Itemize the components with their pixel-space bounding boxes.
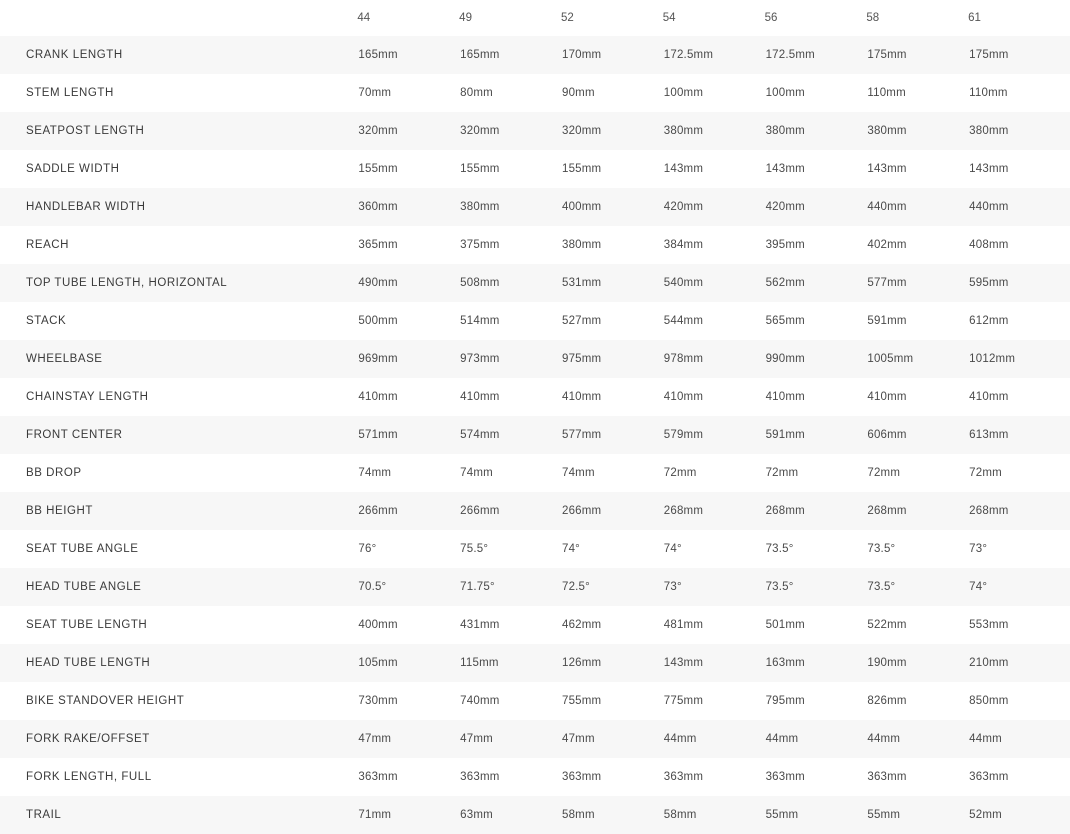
table-cell: 562mm (765, 264, 867, 302)
table-cell: 72.5° (561, 568, 663, 606)
row-label: BB HEIGHT (0, 492, 357, 530)
row-label: SEAT TUBE ANGLE (0, 530, 357, 568)
table-cell: 115mm (459, 644, 561, 682)
table-cell: 143mm (968, 150, 1070, 188)
table-cell: 363mm (357, 758, 459, 796)
table-cell: 52mm (968, 796, 1070, 834)
table-cell: 163mm (765, 644, 867, 682)
table-cell: 978mm (663, 340, 765, 378)
table-cell: 481mm (663, 606, 765, 644)
table-cell: 850mm (968, 682, 1070, 720)
row-label: FORK LENGTH, FULL (0, 758, 357, 796)
table-cell: 363mm (765, 758, 867, 796)
table-cell: 579mm (663, 416, 765, 454)
table-cell: 63mm (459, 796, 561, 834)
table-cell: 110mm (968, 74, 1070, 112)
header-size-cell: 52 (561, 0, 663, 36)
row-label: TRAIL (0, 796, 357, 834)
table-cell: 410mm (968, 378, 1070, 416)
table-cell: 143mm (663, 150, 765, 188)
table-cell: 363mm (459, 758, 561, 796)
table-cell: 155mm (357, 150, 459, 188)
table-cell: 175mm (968, 36, 1070, 74)
table-cell: 47mm (561, 720, 663, 758)
table-cell: 410mm (866, 378, 968, 416)
table-cell: 268mm (968, 492, 1070, 530)
table-cell: 775mm (663, 682, 765, 720)
table-cell: 440mm (866, 188, 968, 226)
table-cell: 143mm (663, 644, 765, 682)
table-cell: 74° (663, 530, 765, 568)
table-cell: 755mm (561, 682, 663, 720)
row-label: FORK RAKE/OFFSET (0, 720, 357, 758)
table-cell: 55mm (866, 796, 968, 834)
table-cell: 268mm (663, 492, 765, 530)
table-cell: 1005mm (866, 340, 968, 378)
table-cell: 400mm (357, 606, 459, 644)
table-cell: 553mm (968, 606, 1070, 644)
table-cell: 380mm (866, 112, 968, 150)
row-label: SEAT TUBE LENGTH (0, 606, 357, 644)
table-cell: 380mm (459, 188, 561, 226)
table-cell: 514mm (459, 302, 561, 340)
table-row (0, 302, 1070, 340)
table-cell: 143mm (765, 150, 867, 188)
table-cell: 143mm (866, 150, 968, 188)
table-cell: 73° (968, 530, 1070, 568)
table-cell: 420mm (765, 188, 867, 226)
table-cell: 591mm (765, 416, 867, 454)
table-row (0, 758, 1070, 796)
table-cell: 490mm (357, 264, 459, 302)
table-cell: 990mm (765, 340, 867, 378)
table-cell: 740mm (459, 682, 561, 720)
table-cell: 360mm (357, 188, 459, 226)
table-cell: 440mm (968, 188, 1070, 226)
table-cell: 47mm (357, 720, 459, 758)
table-cell: 155mm (561, 150, 663, 188)
table-cell: 80mm (459, 74, 561, 112)
table-cell: 522mm (866, 606, 968, 644)
table-cell: 73.5° (866, 530, 968, 568)
table-row (0, 378, 1070, 416)
table-cell: 612mm (968, 302, 1070, 340)
table-cell: 268mm (866, 492, 968, 530)
table-row (0, 796, 1070, 834)
table-cell: 71mm (357, 796, 459, 834)
row-label: FRONT CENTER (0, 416, 357, 454)
table-cell: 100mm (663, 74, 765, 112)
table-body (0, 36, 1070, 834)
table-cell: 363mm (866, 758, 968, 796)
table-cell: 100mm (765, 74, 867, 112)
table-cell: 74° (561, 530, 663, 568)
row-label: REACH (0, 226, 357, 264)
table-row (0, 340, 1070, 378)
row-label: TOP TUBE LENGTH, HORIZONTAL (0, 264, 357, 302)
row-label: STACK (0, 302, 357, 340)
table-cell: 75.5° (459, 530, 561, 568)
table-cell: 565mm (765, 302, 867, 340)
table-cell: 175mm (866, 36, 968, 74)
table-cell: 462mm (561, 606, 663, 644)
table-row (0, 644, 1070, 682)
table-cell: 105mm (357, 644, 459, 682)
table-cell: 595mm (968, 264, 1070, 302)
table-cell: 577mm (866, 264, 968, 302)
table-header (0, 0, 1070, 36)
table-cell: 527mm (561, 302, 663, 340)
table-cell: 531mm (561, 264, 663, 302)
row-label: WHEELBASE (0, 340, 357, 378)
row-label: CHAINSTAY LENGTH (0, 378, 357, 416)
table-row (0, 188, 1070, 226)
table-cell: 384mm (663, 226, 765, 264)
table-cell: 170mm (561, 36, 663, 74)
table-cell: 320mm (357, 112, 459, 150)
table-cell: 1012mm (968, 340, 1070, 378)
table-cell: 74° (968, 568, 1070, 606)
table-cell: 72mm (968, 454, 1070, 492)
table-cell: 544mm (663, 302, 765, 340)
table-row (0, 36, 1070, 74)
table-cell: 76° (357, 530, 459, 568)
table-cell: 606mm (866, 416, 968, 454)
table-row (0, 226, 1070, 264)
table-cell: 380mm (968, 112, 1070, 150)
table-cell: 266mm (459, 492, 561, 530)
table-cell: 72mm (866, 454, 968, 492)
table-cell: 210mm (968, 644, 1070, 682)
table-cell: 410mm (561, 378, 663, 416)
table-cell: 973mm (459, 340, 561, 378)
header-label-cell (0, 0, 357, 36)
table-cell: 410mm (765, 378, 867, 416)
table-cell: 70.5° (357, 568, 459, 606)
table-cell: 268mm (765, 492, 867, 530)
header-size-cell: 61 (968, 0, 1070, 36)
table-cell: 363mm (968, 758, 1070, 796)
table-row (0, 150, 1070, 188)
header-size-cell: 54 (663, 0, 765, 36)
row-label: STEM LENGTH (0, 74, 357, 112)
table-cell: 74mm (561, 454, 663, 492)
table-cell: 375mm (459, 226, 561, 264)
table-cell: 363mm (561, 758, 663, 796)
header-row (0, 0, 1070, 36)
table-cell: 72mm (765, 454, 867, 492)
table-row (0, 530, 1070, 568)
table-cell: 172.5mm (765, 36, 867, 74)
table-cell: 72mm (663, 454, 765, 492)
table-cell: 172.5mm (663, 36, 765, 74)
table-cell: 70mm (357, 74, 459, 112)
table-cell: 540mm (663, 264, 765, 302)
table-cell: 320mm (561, 112, 663, 150)
table-cell: 420mm (663, 188, 765, 226)
table-cell: 402mm (866, 226, 968, 264)
row-label: SADDLE WIDTH (0, 150, 357, 188)
table-cell: 795mm (765, 682, 867, 720)
table-cell: 73.5° (765, 530, 867, 568)
table-cell: 395mm (765, 226, 867, 264)
table-cell: 47mm (459, 720, 561, 758)
table-row (0, 264, 1070, 302)
table-cell: 44mm (866, 720, 968, 758)
table-row (0, 74, 1070, 112)
table-cell: 508mm (459, 264, 561, 302)
table-row (0, 492, 1070, 530)
table-cell: 155mm (459, 150, 561, 188)
table-cell: 74mm (459, 454, 561, 492)
row-label: HEAD TUBE ANGLE (0, 568, 357, 606)
header-size-cell: 44 (357, 0, 459, 36)
table-row (0, 112, 1070, 150)
table-cell: 190mm (866, 644, 968, 682)
row-label: SEATPOST LENGTH (0, 112, 357, 150)
table-cell: 501mm (765, 606, 867, 644)
table-cell: 410mm (459, 378, 561, 416)
table-cell: 266mm (561, 492, 663, 530)
table-cell: 165mm (357, 36, 459, 74)
table-cell: 110mm (866, 74, 968, 112)
table-cell: 55mm (765, 796, 867, 834)
table-cell: 380mm (663, 112, 765, 150)
table-cell: 969mm (357, 340, 459, 378)
table-cell: 577mm (561, 416, 663, 454)
table-row (0, 568, 1070, 606)
table-row (0, 606, 1070, 644)
table-cell: 408mm (968, 226, 1070, 264)
table-cell: 410mm (357, 378, 459, 416)
row-label: CRANK LENGTH (0, 36, 357, 74)
table-cell: 410mm (663, 378, 765, 416)
table-row (0, 454, 1070, 492)
row-label: HEAD TUBE LENGTH (0, 644, 357, 682)
table-row (0, 416, 1070, 454)
table-cell: 58mm (663, 796, 765, 834)
table-cell: 266mm (357, 492, 459, 530)
row-label: HANDLEBAR WIDTH (0, 188, 357, 226)
table-cell: 571mm (357, 416, 459, 454)
table-cell: 71.75° (459, 568, 561, 606)
table-cell: 44mm (765, 720, 867, 758)
header-size-cell: 58 (866, 0, 968, 36)
table-cell: 73° (663, 568, 765, 606)
table-cell: 165mm (459, 36, 561, 74)
table-cell: 380mm (765, 112, 867, 150)
table-cell: 126mm (561, 644, 663, 682)
table-cell: 73.5° (765, 568, 867, 606)
table-row (0, 682, 1070, 720)
table-cell: 44mm (663, 720, 765, 758)
table-cell: 500mm (357, 302, 459, 340)
table-cell: 400mm (561, 188, 663, 226)
table-cell: 363mm (663, 758, 765, 796)
table-cell: 380mm (561, 226, 663, 264)
table-cell: 975mm (561, 340, 663, 378)
table-cell: 58mm (561, 796, 663, 834)
row-label: BB DROP (0, 454, 357, 492)
row-label: BIKE STANDOVER HEIGHT (0, 682, 357, 720)
table-cell: 826mm (866, 682, 968, 720)
header-size-cell: 49 (459, 0, 561, 36)
table-row (0, 720, 1070, 758)
table-cell: 613mm (968, 416, 1070, 454)
table-cell: 73.5° (866, 568, 968, 606)
table-cell: 574mm (459, 416, 561, 454)
table-cell: 365mm (357, 226, 459, 264)
table-cell: 320mm (459, 112, 561, 150)
table-cell: 44mm (968, 720, 1070, 758)
table-cell: 74mm (357, 454, 459, 492)
table-cell: 90mm (561, 74, 663, 112)
table-cell: 591mm (866, 302, 968, 340)
table-cell: 730mm (357, 682, 459, 720)
table-cell: 431mm (459, 606, 561, 644)
header-size-cell: 56 (765, 0, 867, 36)
